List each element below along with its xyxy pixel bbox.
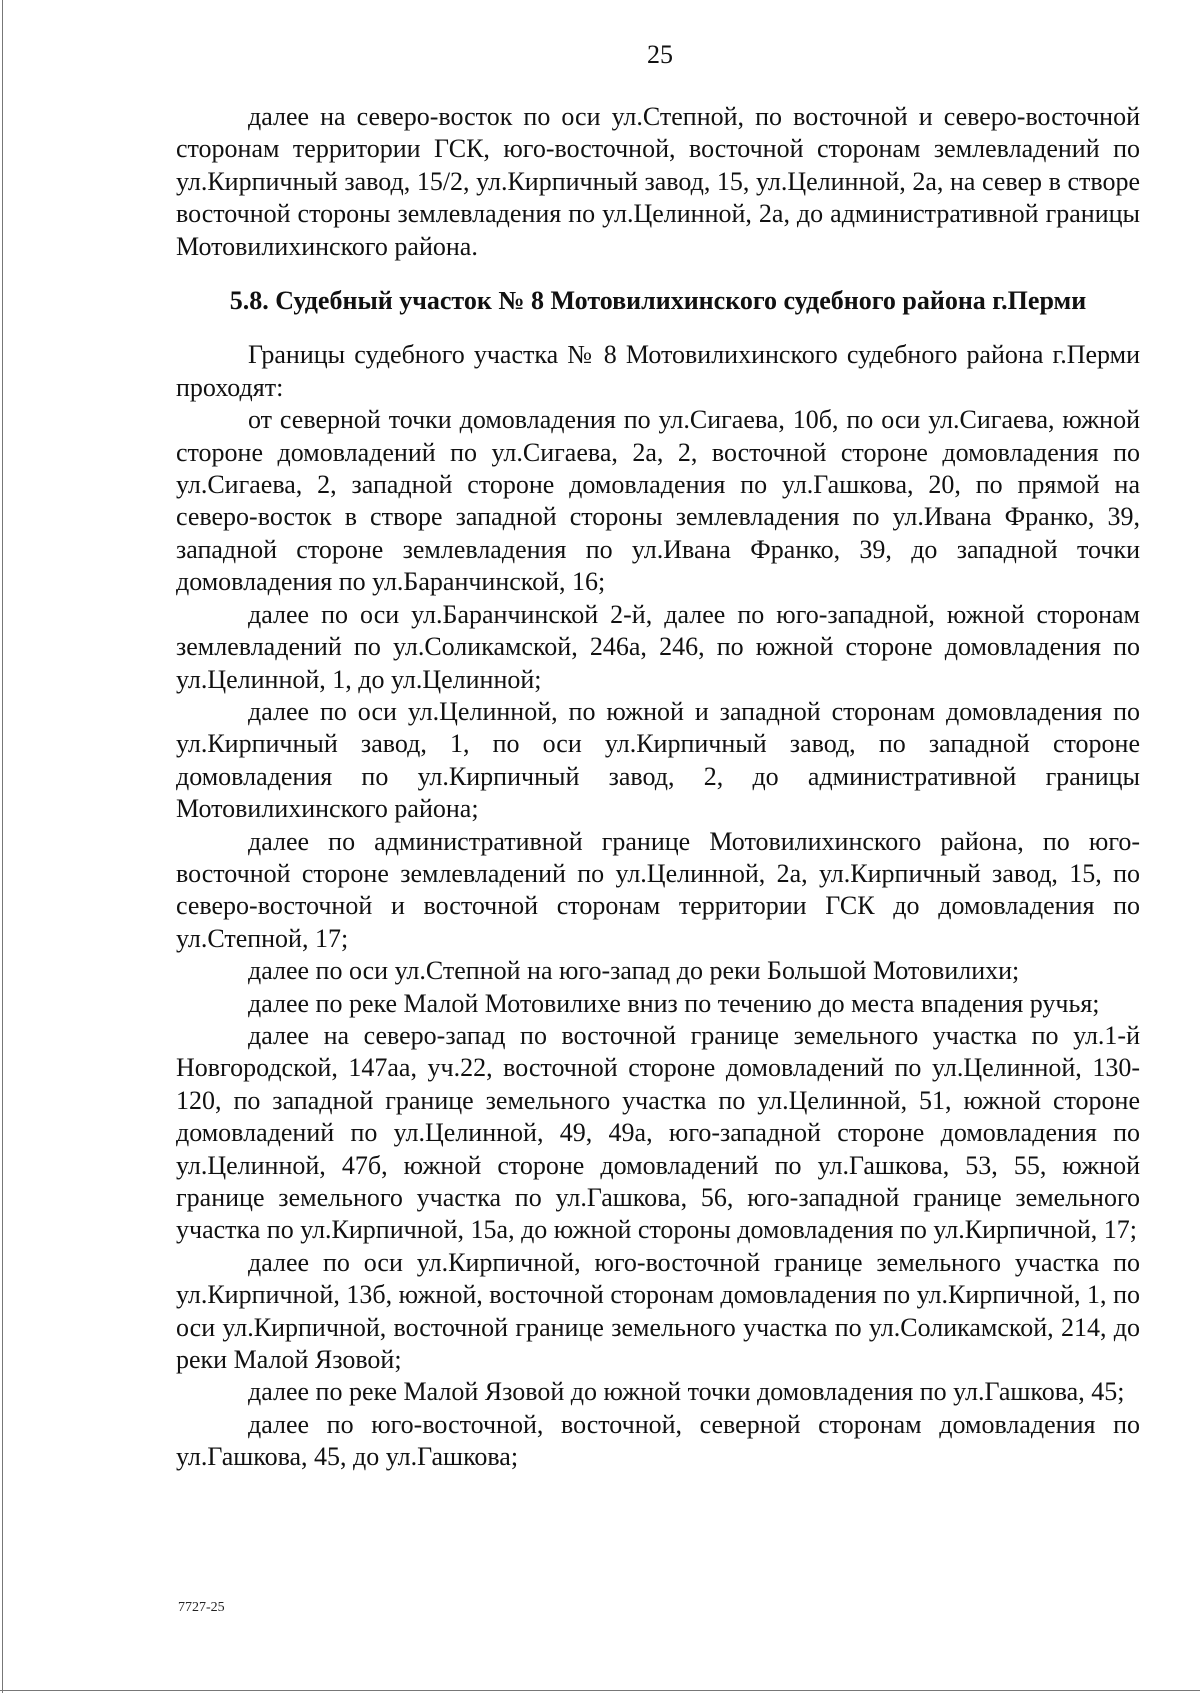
section-title: 5.8. Судебный участок № 8 Мотовилихинского судебного района г.Перми	[229, 286, 1087, 316]
paragraph: далее по оси ул.Кирпичной, юго-восточной границе земельного участка по ул.Кирпичной, 13б, южной, восточной сторонам домовладения по ул.Кирпичной, 1, по оси ул.Кирпичной, восточной границе земельного участка по ул.Соликамской, 214, до реки Малой Язовой;	[176, 1247, 1140, 1375]
page-border-bottom	[0, 1690, 1200, 1691]
paragraph: далее по юго-восточной, восточной, северной сторонам домовладения по ул.Гашкова, 45, до ул.Гашкова;	[176, 1409, 1140, 1472]
document-body	[176, 101, 1140, 1474]
paragraph: далее по реке Малой Язовой до южной точки домовладения по ул.Гашкова, 45;	[248, 1377, 1125, 1407]
page-number: 25	[647, 40, 673, 69]
intro-paragraph: далее на северо-восток по оси ул.Степной, по восточной и северо-восточной сторонам территории ГСК, юго-восточной, восточной сторонам землевладений по ул.Кирпичный завод, 15/2, ул.Кирпичный завод, 15, ул.Целинной, 2а, на север в створе восточной стороны землевладения по ул.Целинной, 2а, до административной границы Мотовилихинского района.	[176, 102, 1140, 261]
paragraph: Границы судебного участка № 8 Мотовилихинского судебного района г.Перми проходят:	[176, 340, 1140, 402]
paragraph: далее по оси ул.Целинной, по южной и западной сторонам домовладения по ул.Кирпичный завод, 1, по оси ул.Кирпичный завод, по западной стороне домовладения по ул.Кирпичный завод, 2, до административной границы Мотовилихинского района;	[176, 696, 1140, 824]
paragraph: далее по реке Малой Мотовилихе вниз по течению до места впадения ручья;	[248, 988, 1100, 1018]
footer-code: 7727-25	[178, 1600, 225, 1615]
paragraph: далее по административной границе Мотовилихинского района, по юго-восточной стороне землевладений по ул.Целинной, 2а, ул.Кирпичный завод, 15, по северо-восточной и восточной сторонам территории ГСК до домовладения по ул.Степной, 17;	[176, 826, 1140, 953]
paragraph: далее по оси ул.Баранчинской 2-й, далее по юго-западной, южной сторонам землевладений по ул.Соликамской, 246а, 246, по южной стороне домовладения по ул.Целинной, 1, до ул.Целинной;	[176, 599, 1140, 694]
paragraph: далее на северо-запад по восточной границе земельного участка по ул.1-й Новгородской, 147аа, уч.22, восточной стороне домовладений по ул.Целинной, 130-120, по западной границе земельного участка по ул.Целинной, 51, южной стороне домовладений по ул.Целинной, 49, 49а, юго-западной стороне домовладения по ул.Целинной, 47б, южной стороне домовладений по ул.Гашкова, 53, 55, южной границе земельного участка по ул.Гашкова, 56, юго-западной границе земельного участка по ул.Кирпичной, 15а, до южной стороны домовладения по ул.Кирпичной, 17;	[176, 1020, 1140, 1245]
paragraph: далее по оси ул.Степной на юго-запад до реки Большой Мотовилихи;	[248, 956, 1020, 986]
page-border-left	[2, 0, 3, 1693]
paragraph: от северной точки домовладения по ул.Сигаева, 10б, по оси ул.Сигаева, южной стороне домовладений по ул.Сигаева, 2а, 2, восточной стороне домовладения по ул.Сигаева, 2, западной стороне домовладения по ул.Гашкова, 20, по прямой на северо-восток в створе западной стороны землевладения по ул.Ивана Франко, 39, западной стороне землевладения по ул.Ивана Франко, 39, до западной точки домовладения по ул.Баранчинской, 16;	[176, 405, 1140, 597]
